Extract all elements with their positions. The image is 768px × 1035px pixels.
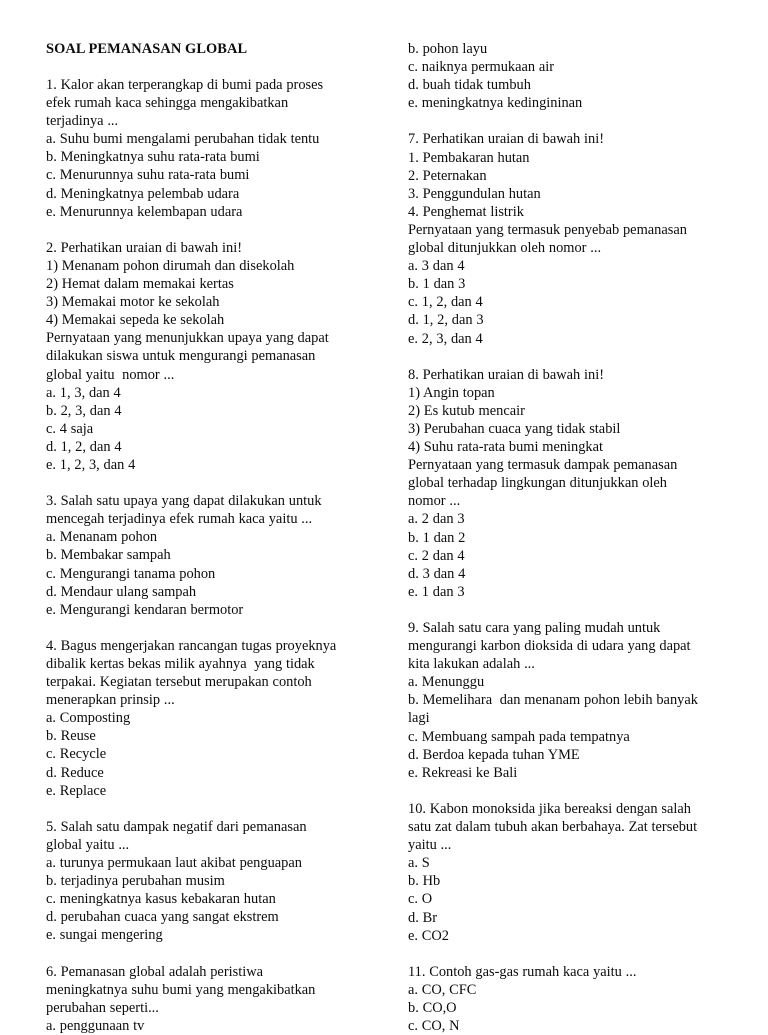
text-line: c. naiknya permukaan air: [408, 59, 555, 76]
text-line: e. 1 dan 3: [408, 583, 465, 600]
text-line: kita lakukan adalah ...: [408, 656, 535, 673]
text-line: mencegah terjadinya efek rumah kaca yaitu ...: [46, 511, 313, 528]
text-line: lagi: [408, 710, 430, 727]
two-column-layout: [46, 40, 746, 1035]
text-line: terpakai. Kegiatan tersebut merupakan contoh: [46, 674, 312, 691]
paragraph-spacer: [46, 800, 396, 818]
text-line: a. S: [408, 855, 430, 872]
text-line: b. terjadinya perubahan musim: [46, 873, 225, 890]
text-line: dilakukan siswa untuk mengurangi pemanasan: [46, 348, 316, 365]
text-line: 1) Angin topan: [408, 384, 495, 401]
text-line: b. Membakar sampah: [46, 547, 171, 564]
text-line: 7. Perhatikan uraian di bawah ini!: [408, 131, 605, 148]
text-line: e. 1, 2, 3, dan 4: [46, 456, 136, 473]
text-line: c. Membuang sampah pada tempatnya: [408, 728, 630, 745]
paragraph-spacer: [408, 945, 746, 963]
text-line: perubahan seperti...: [46, 999, 159, 1016]
text-line: c. 2 dan 4: [408, 547, 465, 564]
paragraph-spacer: [46, 474, 396, 492]
left-column-content: [46, 40, 396, 1035]
text-line: a. 2 dan 3: [408, 511, 465, 528]
text-line: d. 1, 2, dan 3: [408, 312, 484, 329]
text-line: a. 3 dan 4: [408, 258, 465, 275]
text-line: d. perubahan cuaca yang sangat ekstrem: [46, 909, 279, 926]
text-line: c. Mengurangi tanama pohon: [46, 565, 216, 582]
text-line: b. Memelihara dan menanam pohon lebih banyak: [408, 692, 698, 709]
text-line: c. Menurunnya suhu rata-rata bumi: [46, 167, 250, 184]
text-line: 4. Bagus mengerjakan rancangan tugas proyeknya: [46, 637, 337, 654]
text-line: d. 1, 2, dan 4: [46, 438, 122, 455]
paragraph-spacer: [408, 782, 746, 800]
text-line: b. 2, 3, dan 4: [46, 402, 122, 419]
text-line: b. pohon layu: [408, 41, 488, 57]
text-line: d. buah tidak tumbuh: [408, 77, 531, 94]
right-column-content: [408, 40, 746, 1035]
text-line: e. CO2: [408, 927, 449, 944]
text-line: global ditunjukkan oleh nomor ...: [408, 240, 602, 257]
text-line: b. Reuse: [46, 728, 96, 745]
text-line: d. Mendaur ulang sampah: [46, 583, 197, 600]
text-line: 2. Peternakan: [408, 167, 487, 184]
text-line: e. Rekreasi ke Bali: [408, 764, 518, 781]
text-line: e. meningkatnya kedingininan: [408, 95, 583, 112]
text-line: terjadinya ...: [46, 113, 119, 130]
text-line: a. Menunggu: [408, 674, 485, 691]
text-line: c. CO, N: [408, 1018, 460, 1035]
text-line: a. Suhu bumi mengalami perubahan tidak tentu: [46, 131, 320, 148]
text-line: 1) Menanam pohon dirumah dan disekolah: [46, 257, 295, 274]
text-line: e. Mengurangi kendaran bermotor: [46, 601, 244, 618]
text-line: a. Composting: [46, 710, 131, 727]
text-line: d. Br: [408, 909, 437, 926]
text-line: e. Menurunnya kelembapan udara: [46, 203, 243, 220]
text-line: yaitu ...: [408, 837, 452, 854]
text-line: d. Berdoa kepada tuhan YME: [408, 746, 580, 763]
paragraph-spacer: [46, 945, 396, 963]
text-line: d. 3 dan 4: [408, 565, 466, 582]
text-line: 2) Hemat dalam memakai kertas: [46, 276, 234, 293]
text-line: 3. Salah satu upaya yang dapat dilakukan untuk: [46, 493, 322, 510]
text-line: b. 1 dan 2: [408, 529, 466, 546]
text-line: menerapkan prinsip ...: [46, 692, 175, 709]
text-line: 5. Salah satu dampak negatif dari pemanasan: [46, 818, 307, 835]
text-line: a. turunya permukaan laut akibat penguapan: [46, 855, 302, 872]
right-column: [408, 40, 746, 1035]
text-line: Pernyataan yang termasuk penyebab pemanasan: [408, 221, 687, 238]
text-line: global yaitu ...: [46, 836, 130, 853]
text-line: 3) Perubahan cuaca yang tidak stabil: [408, 420, 621, 437]
left-column: [46, 40, 408, 1035]
text-line: efek rumah kaca sehingga mengakibatkan: [46, 95, 289, 112]
text-line: c. meningkatnya kasus kebakaran hutan: [46, 891, 276, 908]
text-line: 9. Salah satu cara yang paling mudah untuk: [408, 620, 661, 636]
text-line: b. 1 dan 3: [408, 276, 466, 293]
text-line: satu zat dalam tubuh akan berbahaya. Zat tersebut: [408, 819, 698, 836]
text-line: Pernyataan yang menunjukkan upaya yang dapat: [46, 330, 329, 347]
text-line: d. Reduce: [46, 764, 104, 781]
text-line: a. penggunaan tv: [46, 1017, 145, 1034]
paragraph-spacer: [46, 221, 396, 239]
text-line: b. CO,O: [408, 999, 457, 1016]
text-line: global yaitu nomor ...: [46, 366, 175, 383]
text-line: 2) Es kutub mencair: [408, 402, 525, 419]
text-line: a. 1, 3, dan 4: [46, 384, 121, 401]
text-line: e. Replace: [46, 782, 107, 799]
text-line: global terhadap lingkungan ditunjukkan oleh: [408, 475, 667, 492]
text-line: d. Meningkatnya pelembab udara: [46, 185, 240, 202]
text-line: a. Menanam pohon: [46, 529, 158, 546]
text-line: meningkatnya suhu bumi yang mengakibatkan: [46, 981, 316, 998]
text-line: e. sungai mengering: [46, 927, 163, 944]
text-line: a. CO, CFC: [408, 981, 477, 998]
text-line: dibalik kertas bekas milik ayahnya yang tidak: [46, 656, 315, 672]
text-line: 3) Memakai motor ke sekolah: [46, 294, 220, 311]
text-line: 1. Pembakaran hutan: [408, 149, 530, 166]
text-line: 1. Kalor akan terperangkap di bumi pada proses: [46, 77, 324, 93]
text-line: e. 2, 3, dan 4: [408, 330, 483, 347]
text-line: c. 1, 2, dan 4: [408, 294, 483, 311]
text-line: mengurangi karbon dioksida di udara yang dapat: [408, 638, 691, 655]
text-line: 3. Penggundulan hutan: [408, 185, 541, 202]
text-line: b. Hb: [408, 873, 441, 890]
text-line: 4) Memakai sepeda ke sekolah: [46, 312, 225, 329]
text-line: c. 4 saja: [46, 420, 94, 437]
text-line: 4. Penghemat listrik: [408, 203, 524, 220]
text-line: b. Meningkatnya suhu rata-rata bumi: [46, 149, 260, 166]
page-title: SOAL PEMANASAN GLOBAL: [46, 41, 248, 57]
text-line: 4) Suhu rata-rata bumi meningkat: [408, 439, 604, 456]
text-line: nomor ...: [408, 493, 461, 510]
text-line: 6. Pemanasan global adalah peristiwa: [46, 963, 263, 980]
text-line: c. O: [408, 891, 433, 908]
text-line: 8. Perhatikan uraian di bawah ini!: [408, 366, 605, 383]
text-line: Pernyataan yang termasuk dampak pemanasan: [408, 457, 678, 474]
paragraph-spacer: [46, 619, 396, 637]
paragraph-spacer: [408, 112, 746, 130]
paragraph-spacer: [408, 601, 746, 619]
text-line: 2. Perhatikan uraian di bawah ini!: [46, 239, 243, 256]
text-line: 10. Kabon monoksida jika bereaksi dengan salah: [408, 800, 691, 817]
paragraph-spacer: [408, 348, 746, 366]
text-line: c. Recycle: [46, 746, 107, 763]
text-line: 11. Contoh gas-gas rumah kaca yaitu ...: [408, 963, 637, 980]
